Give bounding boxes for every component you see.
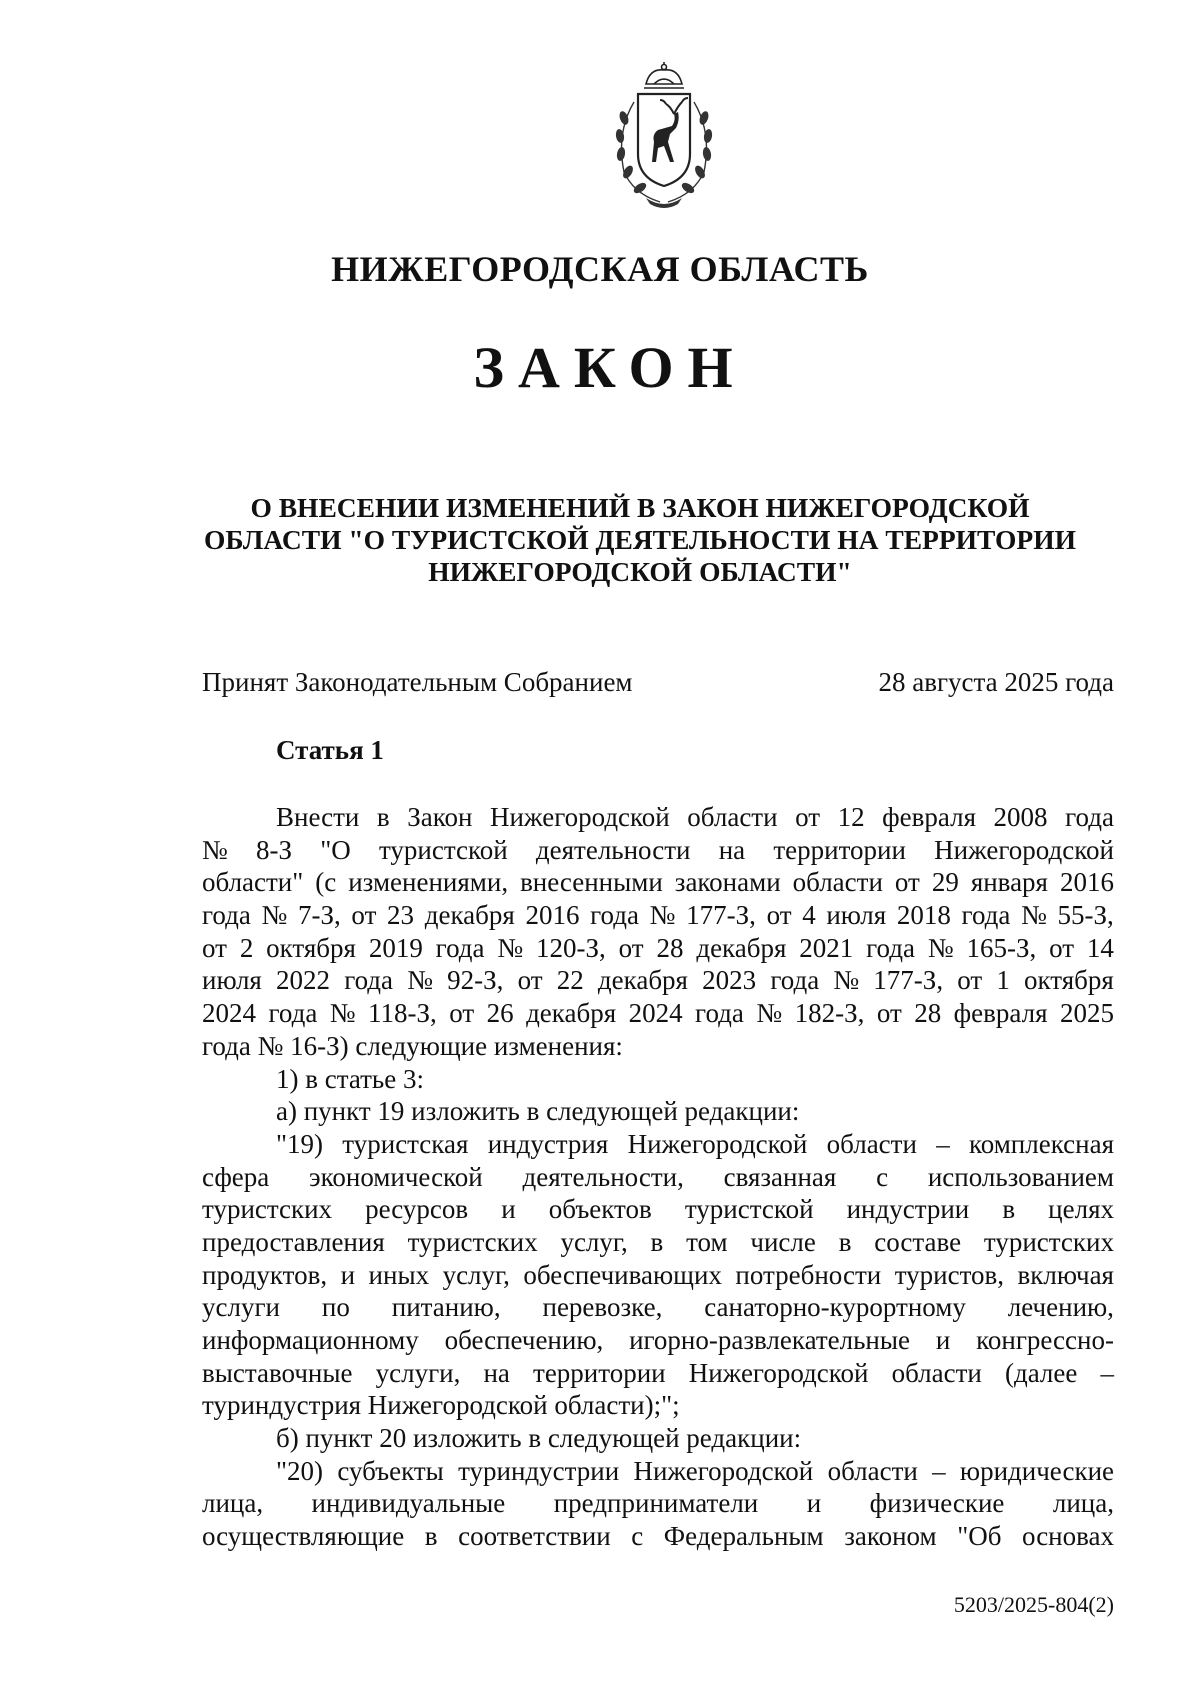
body-line: лица, индивидуальные предприниматели и физические лица, [202,1488,1114,1519]
body-line: осуществляющие в соответствии с Федеральным законом "Об основах [202,1521,1114,1552]
adopted-by: Принят Законодательным Собранием [202,667,633,697]
body-line: информационному обеспечению, игорно-развлекательные и конгрессно- [202,1325,1114,1355]
body-line: предоставления туристских услуг, в том числе в составе туристских [202,1226,1114,1257]
body-line: года № 16-З) следующие изменения: [202,1030,623,1061]
body-line: туриндустрия Нижегородской области);"; [202,1390,680,1421]
document-type: ЗАКОН [473,335,747,400]
body-line: 2024 года № 118-З, от 26 декабря 2024 года № 182-З, от 28 февраля 2025 [202,998,1114,1029]
body-line: года № 7-З, от 23 декабря 2016 года № 177-З, от 4 июля 2018 года № 55-З, [202,900,1114,931]
article-body [202,801,1114,1553]
body-line: № 8-З "О туристской деятельности на территории Нижегородской [202,834,1114,865]
body-line: б) пункт 20 изложить в следующей редакции: [276,1423,802,1454]
body-line: а) пункт 19 изложить в следующей редакции: [276,1096,800,1127]
article-heading: Статья 1 [276,735,384,765]
body-line: области" (с изменениями, внесенными законами области от 29 января 2016 [202,867,1114,898]
body-line: июля 2022 года № 92-З, от 22 декабря 2023 года № 177-З, от 1 октября [202,965,1114,996]
body-line: выставочные услуги, на территории Нижегородской области (далее – [202,1357,1114,1388]
body-line: Внести в Закон Нижегородской области от 12 февраля 2008 года [276,802,1114,832]
adoption-date: 28 августа 2025 года [878,667,1114,697]
region-heading: НИЖЕГОРОДСКАЯ ОБЛАСТЬ [331,249,869,289]
coat-of-arms-icon [594,62,734,212]
page-code: 5203/2025-804(2) [953,1592,1114,1617]
body-line: сфера экономической деятельности, связанная с использованием [202,1161,1114,1192]
law-title [180,492,1100,588]
body-line: от 2 октября 2019 года № 120-З, от 28 декабря 2021 года № 165-З, от 14 [202,932,1114,963]
law-title-line: НИЖЕГОРОДСКОЙ ОБЛАСТИ" [428,556,852,587]
body-line: услуги по питанию, перевозке, санаторно-курортному лечению, [202,1292,1114,1323]
body-line: продуктов, и иных услуг, обеспечивающих потребности туристов, включая [202,1259,1114,1290]
body-line: 1) в статье 3: [276,1063,424,1094]
law-title-line: О ВНЕСЕНИИ ИЗМЕНЕНИЙ В ЗАКОН НИЖЕГОРОДСКОЙ [250,492,1030,523]
law-title-line: ОБЛАСТИ "О ТУРИСТСКОЙ ДЕЯТЕЛЬНОСТИ НА ТЕРРИТОРИИ [204,524,1076,555]
body-line: "20) субъекты туриндустрии Нижегородской области – юридические [276,1455,1114,1486]
body-line: "19) туристская индустрия Нижегородской области – комплексная [276,1128,1114,1159]
adoption-line [202,667,1114,698]
body-line: туристских ресурсов и объектов туристской индустрии в целях [202,1194,1114,1225]
